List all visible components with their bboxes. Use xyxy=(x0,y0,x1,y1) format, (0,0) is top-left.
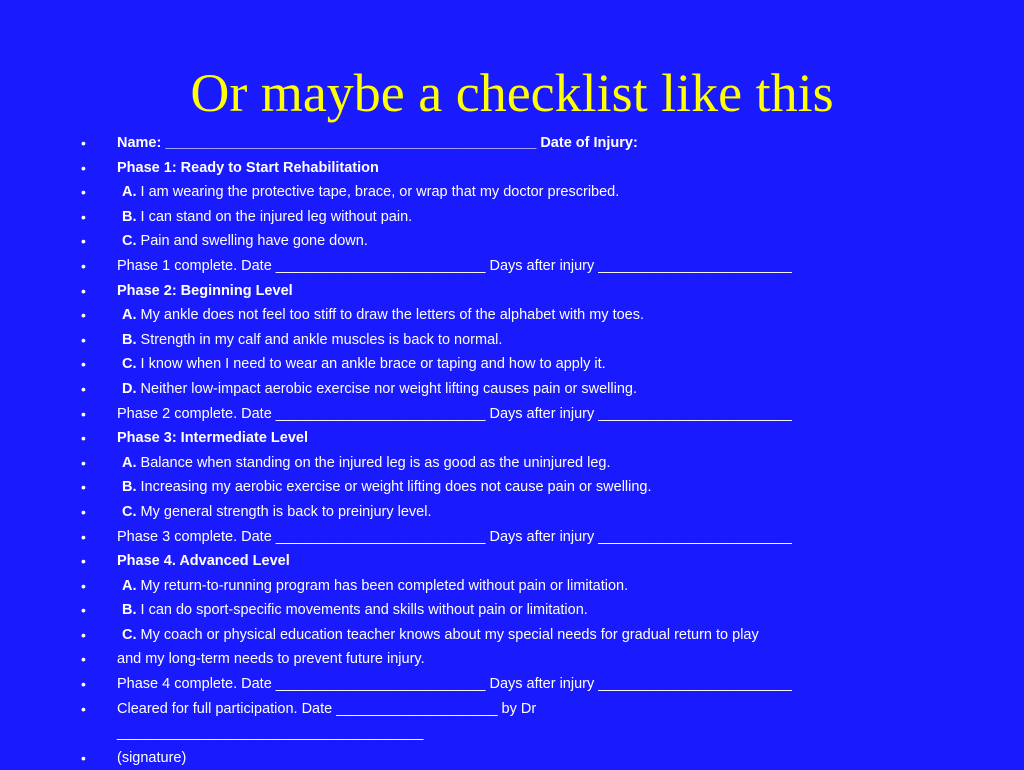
criterion-letter: B. xyxy=(122,479,137,496)
checklist-criterion xyxy=(122,623,964,648)
checklist-item xyxy=(0,156,1024,181)
item-label: My ankle does not feel too stiff to draw the letters of the alphabet with my toes. xyxy=(140,307,645,324)
bullet-icon: • xyxy=(81,577,86,594)
checklist-criterion xyxy=(122,229,964,254)
checklist-item xyxy=(0,377,1024,402)
item-label: Strength in my calf and ankle muscles is back to normal. xyxy=(140,331,503,348)
criterion-letter: B. xyxy=(122,602,137,619)
bullet-icon: • xyxy=(81,135,86,151)
checklist-item xyxy=(0,598,1024,623)
checklist-item xyxy=(0,402,1024,427)
checklist-item xyxy=(0,205,1024,230)
item-label: I am wearing the protective tape, brace, or wrap that my doctor prescribed. xyxy=(140,184,620,201)
checklist-line xyxy=(117,525,964,550)
checklist-criterion xyxy=(122,205,964,230)
item-label: Phase 4. Advanced Level xyxy=(117,553,290,570)
checklist-item xyxy=(0,352,1024,377)
item-label: (signature) xyxy=(117,749,187,766)
checklist-item xyxy=(0,426,1024,451)
checklist-item xyxy=(0,451,1024,476)
checklist-item xyxy=(0,475,1024,500)
item-label: My coach or physical education teacher knows about my special needs for gradual return to play xyxy=(140,626,759,643)
checklist-heading xyxy=(117,549,964,574)
bullet-icon: • xyxy=(81,700,86,717)
item-label: Phase 3 complete. Date __________________________ Days after injury ________________________ xyxy=(117,528,792,545)
checklist-item xyxy=(0,500,1024,525)
item-label: I know when I need to wear an ankle brace or taping and how to apply it. xyxy=(140,356,606,373)
item-label: Cleared for full participation. Date ____________________ by Dr ______________________________________ xyxy=(117,700,537,742)
bullet-icon: • xyxy=(81,405,86,422)
item-label: Phase 2 complete. Date __________________________ Days after injury ________________________ xyxy=(117,405,792,422)
bullet-icon: • xyxy=(81,528,86,545)
bullet-icon: • xyxy=(81,356,86,373)
bullet-icon: • xyxy=(81,430,86,447)
checklist-line xyxy=(117,672,964,697)
item-label: Increasing my aerobic exercise or weight lifting does not cause pain or swelling. xyxy=(140,479,652,496)
checklist-line xyxy=(117,697,637,746)
checklist-heading xyxy=(117,279,964,304)
item-label: Phase 3: Intermediate Level xyxy=(117,430,308,447)
criterion-letter: B. xyxy=(122,331,137,348)
item-label: Balance when standing on the injured leg is as good as the uninjured leg. xyxy=(140,454,611,471)
bullet-icon: • xyxy=(81,282,86,299)
bullet-icon: • xyxy=(81,479,86,496)
bullet-icon: • xyxy=(81,676,86,693)
bullet-icon: • xyxy=(81,184,86,201)
checklist-line xyxy=(117,746,964,770)
bullet-icon: • xyxy=(81,257,86,274)
checklist-line xyxy=(117,402,964,427)
criterion-letter: B. xyxy=(122,208,137,225)
checklist-criterion xyxy=(122,598,964,623)
checklist-line xyxy=(117,254,964,279)
item-label: Neither low-impact aerobic exercise nor weight lifting causes pain or swelling. xyxy=(140,380,637,397)
checklist-item xyxy=(0,279,1024,304)
item-label: Phase 1 complete. Date __________________________ Days after injury ________________________ xyxy=(117,257,792,274)
checklist-criterion xyxy=(122,500,964,525)
criterion-letter: A. xyxy=(122,454,137,471)
checklist-heading xyxy=(117,131,964,156)
criterion-letter: C. xyxy=(122,356,137,373)
criterion-letter: C. xyxy=(122,233,137,250)
item-label: Phase 4 complete. Date __________________________ Days after injury ________________________ xyxy=(117,676,792,693)
checklist-item xyxy=(0,131,1024,156)
item-label: I can do sport-specific movements and skills without pain or limitation. xyxy=(140,602,588,619)
checklist-item xyxy=(0,574,1024,599)
checklist-criterion xyxy=(122,377,964,402)
checklist xyxy=(0,131,1024,770)
checklist-item xyxy=(0,254,1024,279)
bullet-icon: • xyxy=(81,233,86,250)
bullet-icon: • xyxy=(81,159,86,176)
bullet-icon: • xyxy=(81,380,86,397)
bullet-icon: • xyxy=(81,651,86,668)
bullet-icon: • xyxy=(81,626,86,643)
checklist-item xyxy=(0,672,1024,697)
slide-title: Or maybe a checklist like this xyxy=(190,63,834,123)
checklist-criterion xyxy=(122,328,964,353)
checklist-item xyxy=(0,229,1024,254)
checklist-item xyxy=(0,623,1024,648)
checklist-item xyxy=(0,303,1024,328)
criterion-letter: D. xyxy=(122,380,137,397)
criterion-letter: A. xyxy=(122,577,137,594)
item-label: I can stand on the injured leg without pain. xyxy=(140,208,413,225)
checklist-item xyxy=(0,180,1024,205)
checklist-criterion xyxy=(122,451,964,476)
checklist-item xyxy=(0,746,1024,770)
criterion-letter: C. xyxy=(122,503,137,520)
checklist-criterion xyxy=(122,574,964,599)
item-label: Phase 1: Ready to Start Rehabilitation xyxy=(117,159,379,176)
checklist-criterion xyxy=(122,180,964,205)
item-label: My return-to-running program has been completed without pain or limitation. xyxy=(140,577,629,594)
checklist-item xyxy=(0,328,1024,353)
item-label: Phase 2: Beginning Level xyxy=(117,282,293,299)
bullet-icon: • xyxy=(81,331,86,348)
checklist-line xyxy=(117,647,964,672)
bullet-icon: • xyxy=(81,307,86,324)
bullet-icon: • xyxy=(81,602,86,619)
checklist-heading xyxy=(117,156,964,181)
checklist-item xyxy=(0,647,1024,672)
checklist-criterion xyxy=(122,475,964,500)
bullet-icon: • xyxy=(81,454,86,471)
bullet-icon: • xyxy=(81,749,86,766)
checklist-criterion xyxy=(122,352,964,377)
item-label: Pain and swelling have gone down. xyxy=(140,233,368,250)
bullet-icon: • xyxy=(81,208,86,225)
checklist-heading xyxy=(117,426,964,451)
item-label: and my long-term needs to prevent future injury. xyxy=(117,651,425,668)
item-label: Name: ______________________________________________ Date of Injury: xyxy=(117,135,638,151)
criterion-letter: A. xyxy=(122,307,137,324)
bullet-icon: • xyxy=(81,553,86,570)
checklist-item xyxy=(0,525,1024,550)
bullet-icon: • xyxy=(81,503,86,520)
checklist-item xyxy=(0,697,1024,746)
item-label: My general strength is back to preinjury level. xyxy=(140,503,432,520)
criterion-letter: C. xyxy=(122,626,137,643)
criterion-letter: A. xyxy=(122,184,137,201)
checklist-item xyxy=(0,549,1024,574)
checklist-criterion xyxy=(122,303,964,328)
